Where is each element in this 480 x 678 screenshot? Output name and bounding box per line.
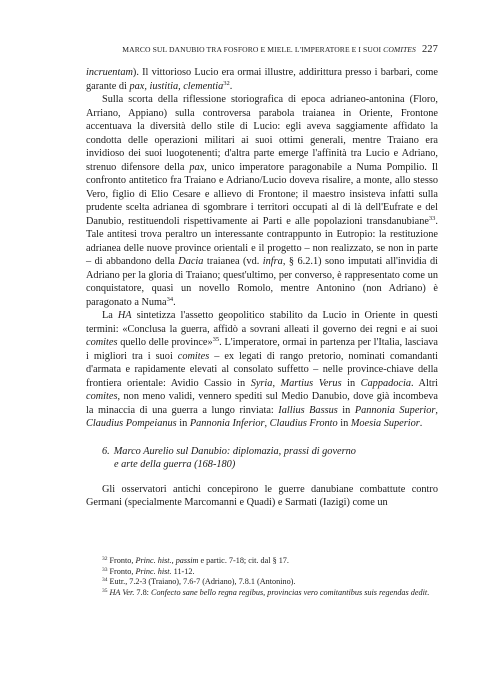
running-header — [86, 44, 438, 55]
paragraph-4: Gli osservatori antichi concepirono le guerre danubiane combattute contro Germani (specialmente Marcomanni e Quadi) e Sarmati (Iazigi) come un — [86, 483, 438, 508]
main-text — [86, 66, 438, 510]
p3-text-g: – ex legati di rango pretorio, nominati comandanti d'armata e rapidamente elevati al consolato suffetto – nelle province-chiave della frontiera orientale: Avidio Cassio in — [86, 350, 439, 389]
section-title-line1: Marco Aurelio sul Danubio: diplomazia, prassi di governo — [113, 445, 356, 457]
p2-text-h: , § 6.2.1) sono imputati all'invidia di Adriano per la gloria di Traiano; quest'ultimo, per converso, è rappresentato come un conquistatore, quasi un novello Romolo, mentre Antonino (non Adriano) è paragonato a Numa — [86, 256, 438, 308]
p3-italic-j: Martius Verus — [280, 377, 342, 389]
p2-text-i: . — [173, 296, 176, 308]
p3-text-k: in — [341, 377, 361, 389]
p2-italic-b: pax — [189, 161, 205, 173]
p2-text-a: Sulla scorta della riflessione storiografica di epoca adrianeo-antonina (Floro, Arriano, Appiano) sulla controversa parabola traianea in Oriente, Frontone accentuava la diversità dello stile di Lucio: egli aveva saggiamente affidato la condotta delle operazioni militari ai suoi ottimi generali, mentre Traiano era invidioso dei suoi luogotenenti; d'altra parte emerge l'affinità tra Lucio e Adriano, strenuo difensore della — [86, 94, 438, 173]
p3-italic-n: comites — [86, 391, 118, 402]
running-title-italic: COMITES — [383, 45, 416, 54]
p2-text-c: , unico imperatore paragonabile a Numa Pompilio. Il confronto antitetico fra Traiano e Adriano/Lucio doveva risalire, a monte, allo stesso Vero, figlio di Elio Cesare e allievo di Frontone; il maestro insisteva infatti sulla prudente scelta adrianea di sgombrare i territori occupati al di là dell'Eufrate e del Danubio, restituendoli rispettivamente ai Parti e alle popolazioni transdanubiane — [86, 161, 438, 227]
fn32-d: passim — [175, 556, 199, 565]
p3-italic-p: Iallius Bassus — [278, 404, 338, 416]
footnotes — [102, 556, 438, 598]
fn33-a: Fronto, — [109, 566, 136, 576]
p3-italic-r: Pannonia Superior — [354, 404, 436, 416]
fn32-b: Princ. hist. — [135, 556, 172, 565]
footnote-ref-34[interactable]: 34 — [166, 295, 174, 303]
p3-italic-a: HA — [117, 310, 132, 321]
fn32-c: , — [171, 556, 176, 565]
p3-italic-t: Claudius Pompeianus — [86, 418, 177, 429]
p3-italic-c: comites — [86, 337, 118, 348]
fn35-c: Confecto sane bello regna regibus, provincias vero comitantibus suis regendas dedit — [150, 587, 428, 597]
p3-italic-z: Moesia Superior — [350, 418, 420, 429]
p3-text-w: , — [264, 418, 270, 429]
p3-text-e: . L'imperatore, ormai in partenza per l'Italia, lasciava i migliori tra i suoi — [86, 337, 438, 362]
p3-text-i: , — [272, 377, 281, 389]
footnote-number: 33 — [102, 566, 108, 573]
p3-text-y: in — [337, 418, 351, 429]
footnote-32 — [102, 556, 438, 567]
footnote-number: 34 — [102, 577, 108, 584]
p2-italic-g: infra — [262, 256, 283, 267]
footnote-ref-33[interactable]: 33 — [428, 214, 436, 222]
p3-text-q: in — [337, 404, 355, 416]
paragraph-3 — [86, 309, 438, 431]
p1-italic-a: incruentam — [86, 67, 133, 78]
paragraph-1 — [86, 66, 438, 93]
p3-italic-h: Syria — [250, 377, 273, 389]
fn32-e: e partic. 7-18; cit. dal § 17. — [198, 556, 289, 565]
fn35-a: HA Ver. — [109, 587, 135, 597]
p3-italic-x: Claudius Fronto — [269, 418, 338, 429]
p3-italic-f: comites — [177, 350, 210, 362]
running-title: MARCO SUL DANUBIO TRA FOSFORO E MIELE. L'IMPERATORE E I SUOI — [122, 45, 382, 54]
p3-text-m: . Altri — [411, 377, 438, 389]
fn33-c: 11-12. — [171, 566, 195, 576]
p3-text-d: quello delle province» — [117, 337, 213, 348]
fn35-d: . — [427, 587, 430, 597]
p2-text-f: traianea (vd. — [203, 256, 263, 267]
p3-lead: La — [102, 310, 118, 321]
p3-text-u: in — [176, 418, 190, 429]
footnote-34 — [102, 577, 438, 588]
section-title-line2: e arte della guerra (168-180) — [114, 459, 236, 470]
footnote-35 — [102, 588, 438, 599]
p3-text-end: . — [419, 418, 423, 429]
section-number: 6. — [102, 445, 110, 457]
p3-text-b: sintetizza l'assetto geopolitico stabilito da Lucio in Oriente in questi termini: «Conclusa la guerra, affidò a sovrani alleati il governo dei regni e ai suoi — [86, 310, 439, 335]
section-heading — [86, 445, 438, 472]
fn32-a: Fronto, — [109, 556, 136, 565]
p3-italic-l: Cappadocia — [360, 377, 411, 389]
paragraph-2 — [86, 93, 438, 309]
p2-text-d: . Tale antitesi trova peraltro un interessante contrappunto in Eutropio: la restituzione adrianea delle nuove province orientali e il progetto – non realizzato, se non in parte – di abbandono della — [86, 215, 438, 267]
p3-text-s: , — [435, 404, 438, 416]
p2-italic-e: Dacia — [178, 256, 204, 267]
p1-text-d: . — [229, 80, 233, 92]
footnote-number: 35 — [102, 587, 108, 594]
page-number: 227 — [421, 44, 438, 55]
fn33-b: Princ. hist. — [135, 566, 172, 576]
footnote-ref-32[interactable]: 32 — [223, 79, 230, 87]
p1-italic-c: pax, iustitia, clementia — [129, 80, 224, 92]
p3-text-o: , non meno validi, vennero spediti sul Medio Danubio, dove già incombeva la minaccia di una guerra a lungo rinviata: — [86, 391, 438, 416]
p1-text-b: ). Il vittorioso Lucio era ormai illustre, addirittura presso i barbari, come garante di — [86, 67, 438, 92]
footnote-number: 32 — [102, 556, 108, 562]
p3-italic-v: Pannonia Inferior — [189, 418, 265, 429]
fn35-b: 7.8: — [134, 587, 151, 597]
footnote-ref-35[interactable]: 35 — [212, 336, 220, 343]
footnote-33 — [102, 567, 438, 578]
fn34-a: Eutr., 7.2-3 (Traiano), 7.6-7 (Adriano), 7.8.1 (Antonino). — [109, 577, 296, 587]
